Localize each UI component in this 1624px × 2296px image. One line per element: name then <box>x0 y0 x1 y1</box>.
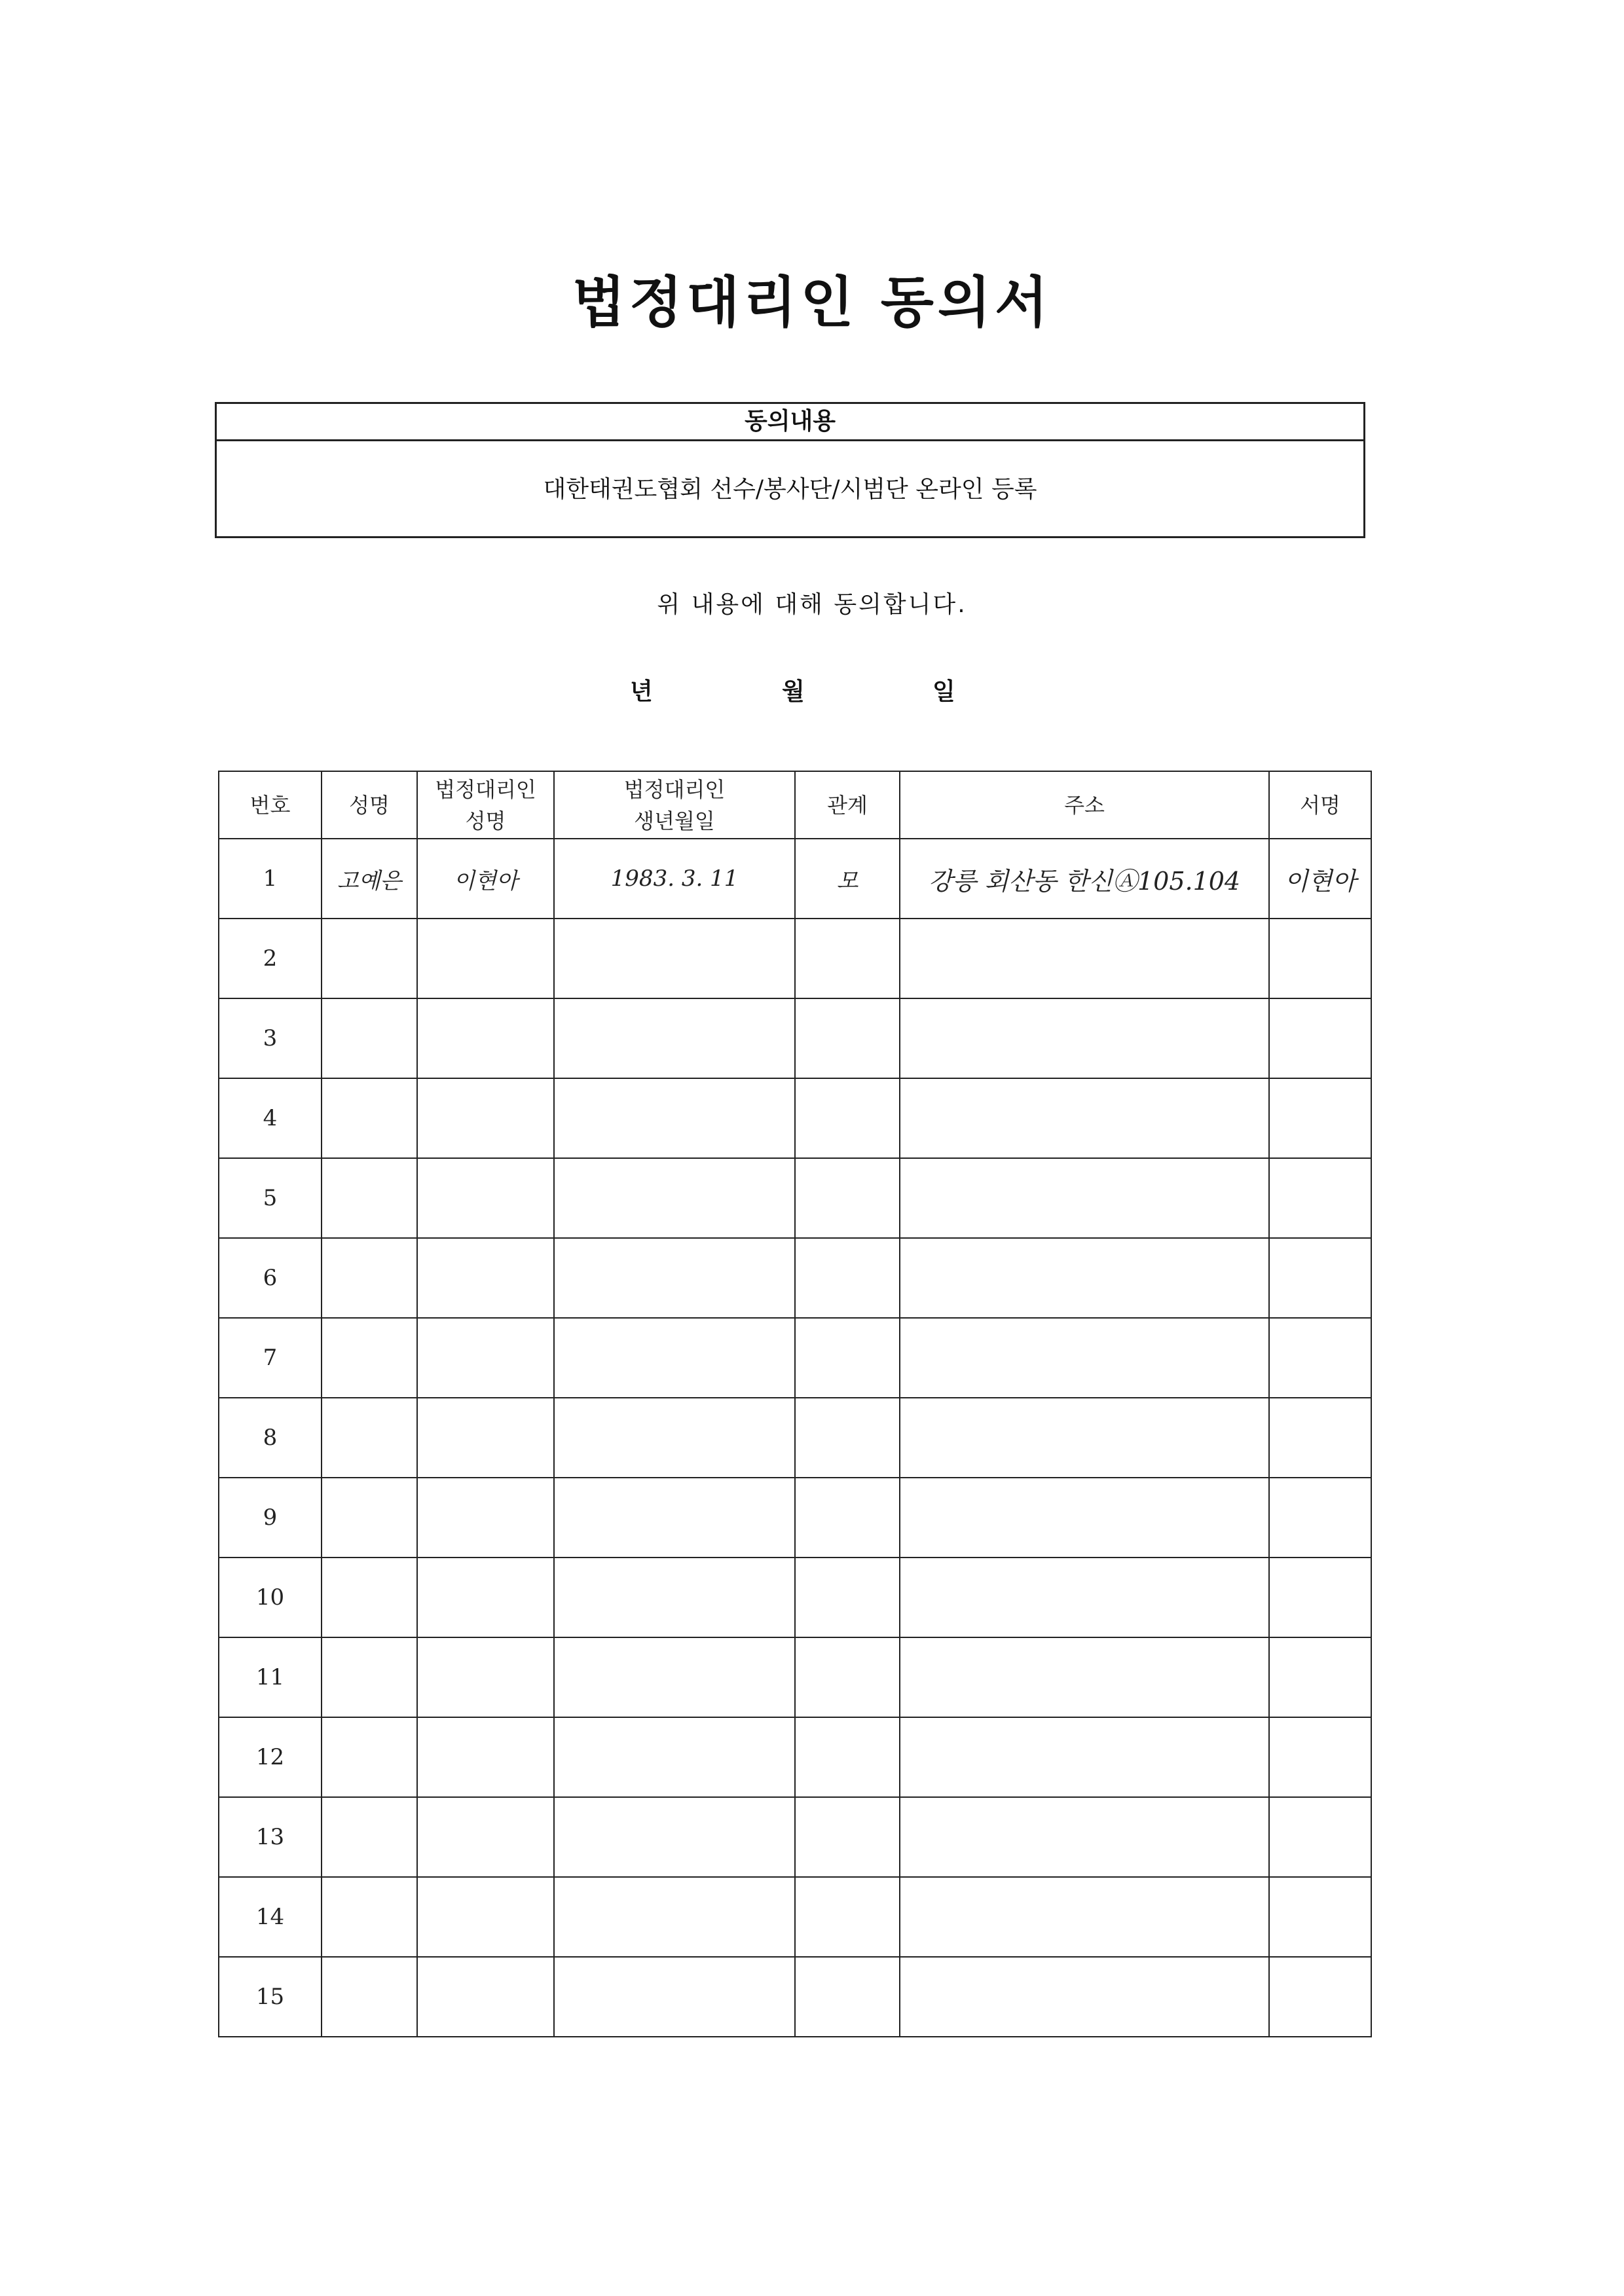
table-row <box>219 1637 1371 1717</box>
row-no: 6 <box>219 1238 322 1318</box>
header-guardian-birth-line2: 생년월일 <box>634 808 715 833</box>
table-row <box>219 1238 1371 1318</box>
row-name[interactable] <box>322 1078 417 1158</box>
row-address[interactable] <box>900 1717 1269 1797</box>
row-guardian-birth[interactable] <box>554 1957 795 2037</box>
row-guardian-birth[interactable] <box>554 1398 795 1478</box>
row-name[interactable] <box>322 1398 417 1478</box>
row-guardian-birth[interactable] <box>554 1877 795 1957</box>
row-guardian-name[interactable] <box>417 1877 554 1957</box>
row-signature[interactable] <box>1269 1238 1371 1318</box>
row-signature[interactable] <box>1269 1558 1371 1637</box>
row-no: 2 <box>219 919 322 998</box>
row-address[interactable] <box>900 998 1269 1078</box>
row-address[interactable] <box>900 1238 1269 1318</box>
row-address[interactable] <box>900 1478 1269 1558</box>
table-row <box>219 1478 1371 1558</box>
row-address[interactable] <box>900 1558 1269 1637</box>
row-guardian-name[interactable] <box>417 919 554 998</box>
row-address[interactable] <box>900 919 1269 998</box>
row-address[interactable] <box>900 1637 1269 1717</box>
row-relation[interactable] <box>795 1318 900 1398</box>
agree-statement: 위 내용에 대해 동의합니다. <box>657 591 967 618</box>
row-guardian-name[interactable] <box>417 1318 554 1398</box>
row-guardian-name[interactable] <box>417 998 554 1078</box>
date-year-label: 년 <box>630 678 653 705</box>
header-signature: 서명 <box>1269 771 1371 839</box>
row-signature[interactable] <box>1269 1158 1371 1238</box>
row-no: 4 <box>219 1078 322 1158</box>
row-signature[interactable] <box>1269 1637 1371 1717</box>
guardian-table <box>218 771 1372 2037</box>
row-name[interactable] <box>322 1717 417 1797</box>
row-name[interactable] <box>322 998 417 1078</box>
row-guardian-name[interactable] <box>417 1558 554 1637</box>
row-no: 14 <box>219 1877 322 1957</box>
row-address[interactable] <box>900 1318 1269 1398</box>
row-signature[interactable] <box>1269 1318 1371 1398</box>
header-relation: 관계 <box>795 771 900 839</box>
row-relation[interactable] <box>795 1398 900 1478</box>
date-month-label: 월 <box>782 678 805 705</box>
row-address[interactable]: 강릉 회산동 한신Ⓐ105.104 <box>900 839 1269 919</box>
row-no: 3 <box>219 998 322 1078</box>
table-row <box>219 1318 1371 1398</box>
table-row <box>219 1078 1371 1158</box>
row-address[interactable] <box>900 1877 1269 1957</box>
row-name[interactable] <box>322 1797 417 1877</box>
row-name[interactable] <box>322 1877 417 1957</box>
date-day-label: 일 <box>932 678 955 705</box>
row-name[interactable] <box>322 1478 417 1558</box>
row-guardian-name[interactable] <box>417 1078 554 1158</box>
row-guardian-birth[interactable] <box>554 1637 795 1717</box>
row-signature[interactable] <box>1269 919 1371 998</box>
header-name: 성명 <box>322 771 417 839</box>
row-name[interactable] <box>322 1558 417 1637</box>
table-row <box>219 998 1371 1078</box>
row-relation[interactable] <box>795 998 900 1078</box>
row-relation[interactable] <box>795 1478 900 1558</box>
row-no: 9 <box>219 1478 322 1558</box>
header-guardian-name <box>417 771 554 839</box>
row-name[interactable]: 고예은 <box>322 839 417 919</box>
row-no: 13 <box>219 1797 322 1877</box>
row-guardian-name[interactable] <box>417 1637 554 1717</box>
row-address[interactable] <box>900 1078 1269 1158</box>
table-header-row <box>219 771 1371 839</box>
table-row <box>219 1877 1371 1957</box>
header-guardian-name-line1: 법정대리인 <box>435 776 536 802</box>
table-row <box>219 1398 1371 1478</box>
row-signature[interactable] <box>1269 1478 1371 1558</box>
row-relation[interactable] <box>795 1797 900 1877</box>
row-relation[interactable]: 모 <box>795 839 900 919</box>
row-guardian-birth[interactable] <box>554 1238 795 1318</box>
header-no: 번호 <box>219 771 322 839</box>
row-relation[interactable] <box>795 1558 900 1637</box>
header-address: 주소 <box>900 771 1269 839</box>
row-signature[interactable] <box>1269 998 1371 1078</box>
row-guardian-birth[interactable]: 1983. 3. 11 <box>554 839 795 919</box>
row-relation[interactable] <box>795 1957 900 2037</box>
row-no: 7 <box>219 1318 322 1398</box>
row-name[interactable] <box>322 1318 417 1398</box>
header-guardian-birth <box>554 771 795 839</box>
row-relation[interactable] <box>795 919 900 998</box>
row-guardian-name[interactable] <box>417 1158 554 1238</box>
row-guardian-name[interactable] <box>417 1797 554 1877</box>
row-guardian-name[interactable] <box>417 1238 554 1318</box>
row-signature[interactable] <box>1269 1078 1371 1158</box>
row-relation[interactable] <box>795 1158 900 1238</box>
row-guardian-birth[interactable] <box>554 1797 795 1877</box>
row-signature[interactable] <box>1269 1877 1371 1957</box>
row-guardian-birth[interactable] <box>554 998 795 1078</box>
row-guardian-name[interactable] <box>417 1717 554 1797</box>
row-guardian-birth[interactable] <box>554 1558 795 1637</box>
row-name[interactable] <box>322 1637 417 1717</box>
row-no: 11 <box>219 1637 322 1717</box>
row-guardian-name[interactable] <box>417 1957 554 2037</box>
consent-box-header: 동의내용 <box>217 404 1363 441</box>
row-no: 1 <box>219 839 322 919</box>
consent-box-content: 대한태권도협회 선수/봉사단/시범단 온라인 등록 <box>543 476 1037 503</box>
row-no: 10 <box>219 1558 322 1637</box>
row-no: 5 <box>219 1158 322 1238</box>
consent-box <box>215 402 1365 538</box>
row-guardian-birth[interactable] <box>554 1158 795 1238</box>
row-relation[interactable] <box>795 1637 900 1717</box>
table-row <box>219 1957 1371 2037</box>
table-row <box>219 919 1371 998</box>
row-no: 15 <box>219 1957 322 2037</box>
row-guardian-name[interactable] <box>417 1478 554 1558</box>
row-signature[interactable] <box>1269 1717 1371 1797</box>
row-address[interactable] <box>900 1398 1269 1478</box>
row-signature[interactable]: 이현아 <box>1269 839 1371 919</box>
row-no: 12 <box>219 1717 322 1797</box>
row-no: 8 <box>219 1398 322 1478</box>
row-guardian-name[interactable] <box>417 1398 554 1478</box>
row-address[interactable] <box>900 1158 1269 1238</box>
row-relation[interactable] <box>795 1238 900 1318</box>
row-relation[interactable] <box>795 1717 900 1797</box>
header-guardian-birth-line1: 법정대리인 <box>623 776 726 802</box>
header-guardian-name-line2: 성명 <box>465 808 506 833</box>
table-row <box>219 1158 1371 1238</box>
row-address[interactable] <box>900 1797 1269 1877</box>
row-guardian-name[interactable]: 이현아 <box>417 839 554 919</box>
row-signature[interactable] <box>1269 1398 1371 1478</box>
row-address[interactable] <box>900 1957 1269 2037</box>
row-signature[interactable] <box>1269 1957 1371 2037</box>
row-relation[interactable] <box>795 1078 900 1158</box>
row-guardian-birth[interactable] <box>554 1478 795 1558</box>
row-name[interactable] <box>322 1158 417 1238</box>
row-name[interactable] <box>322 1238 417 1318</box>
row-name[interactable] <box>322 919 417 998</box>
table-row <box>219 1558 1371 1637</box>
row-guardian-birth[interactable] <box>554 1078 795 1158</box>
row-signature[interactable] <box>1269 1797 1371 1877</box>
row-relation[interactable] <box>795 1877 900 1957</box>
document-title: 법정대리인 동의서 <box>572 270 1052 335</box>
row-guardian-birth[interactable] <box>554 919 795 998</box>
table-row <box>219 1797 1371 1877</box>
table-row <box>219 839 1371 919</box>
table-row <box>219 1717 1371 1797</box>
row-name[interactable] <box>322 1957 417 2037</box>
row-guardian-birth[interactable] <box>554 1318 795 1398</box>
row-guardian-birth[interactable] <box>554 1717 795 1797</box>
